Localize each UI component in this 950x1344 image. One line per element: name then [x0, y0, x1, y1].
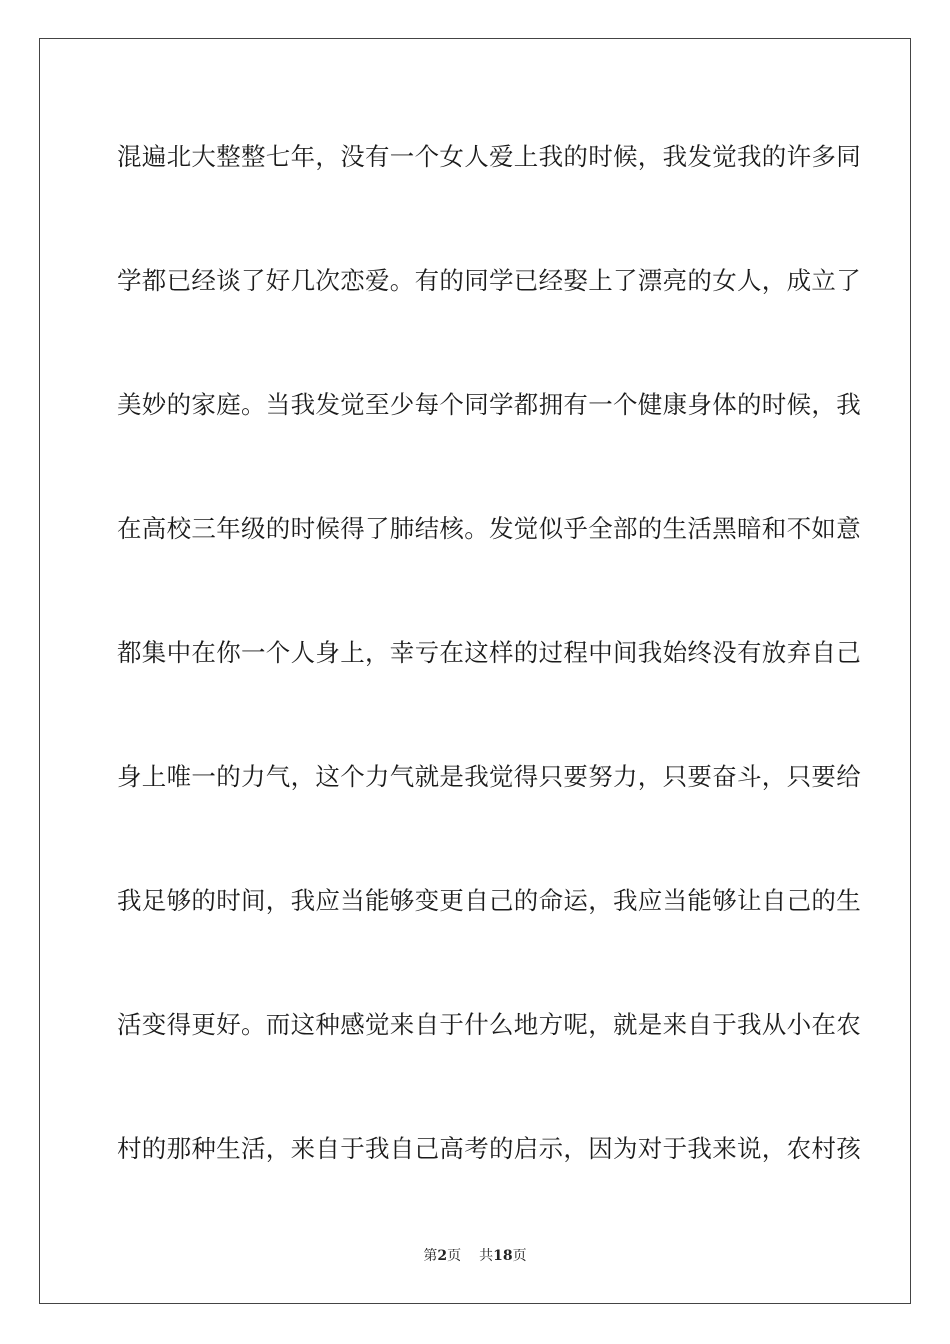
text-line-5: 都集中在你一个人身上，幸亏在这样的过程中间我始终没有放弃自己: [117, 638, 861, 667]
page-total: 18: [493, 1248, 513, 1264]
text-line-2: 学都已经谈了好几次恋爱。有的同学已经娶上了漂亮的女人，成立了: [117, 266, 861, 295]
page-footer: [0, 1246, 950, 1266]
text-line-9: 村的那种生活，来自于我自己高考的启示，因为对于我来说，农村孩: [117, 1134, 861, 1163]
text-line-8: 活变得更好。而这种感觉来自于什么地方呢，就是来自于我从小在农: [117, 1010, 861, 1039]
text-line-1: 混遍北大整整七年，没有一个女人爱上我的时候，我发觉我的许多同: [117, 142, 861, 171]
text-line-4: 在高校三年级的时候得了肺结核。发觉似乎全部的生活黑暗和不如意: [117, 514, 861, 543]
page-current: 2: [437, 1248, 448, 1264]
text-line-7: 我足够的时间，我应当能够变更自己的命运，我应当能够让自己的生: [117, 886, 861, 915]
document-body: [117, 126, 861, 1242]
total-suffix: 页: [512, 1248, 527, 1264]
text-line-6: 身上唯一的力气，这个力气就是我觉得只要努力，只要奋斗，只要给: [117, 762, 861, 791]
total-prefix: 共: [479, 1248, 494, 1264]
page-prefix: 第: [423, 1248, 438, 1264]
page-suffix: 页: [447, 1248, 462, 1264]
text-line-3: 美妙的家庭。当我发觉至少每个同学都拥有一个健康身体的时候，我: [117, 390, 861, 419]
